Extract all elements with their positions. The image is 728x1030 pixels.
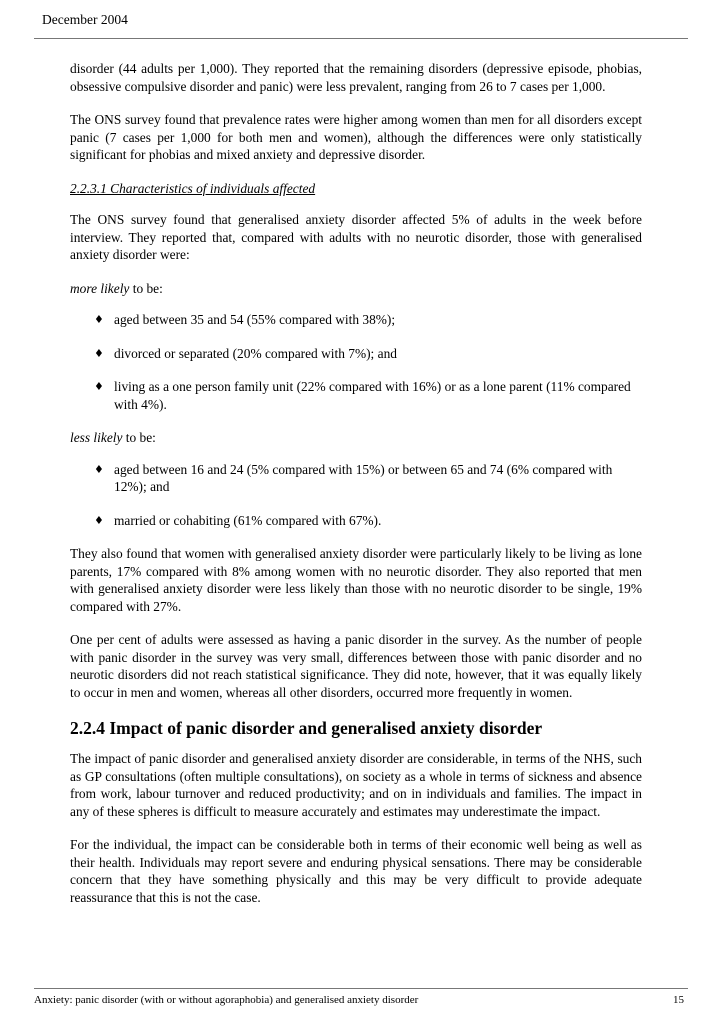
paragraph-prevalence-continued: disorder (44 adults per 1,000). They reported that the remaining disorders (depressive episode, phobias, obsessive compulsive disorder and panic) were less prevalent, ranging from 26 to 7 cases per 1,000.: [70, 61, 642, 94]
paragraph-impact-overview: The impact of panic disorder and generalised anxiety disorder are considerable, in terms of the NHS, such as GP consultations (often multiple consultations), on society as a whole in terms of sickness and absence from work, labour turnover and reduced productivity; and on in individuals and families. The impact in any of these spheres is difficult to measure accurately and estimates may underestimate the impact.: [70, 751, 642, 819]
paragraph-gad-prevalence: The ONS survey found that generalised anxiety disorder affected 5% of adults in the week before interview. They reported that, compared with adults with no neurotic disorder, those with generalised anxiety disorder were:: [70, 212, 642, 262]
footer-document-title: Anxiety: panic disorder (with or without agoraphobia) and generalised anxiety disorder: [34, 994, 419, 1006]
list-item: [70, 345, 642, 363]
list-item: [70, 461, 642, 496]
paragraph-gender-differences: The ONS survey found that prevalence rates were higher among women than men for all disorders except panic (7 cases per 1,000 for both men and women), although the differences were only statistically significant for phobias and mixed anxiety and depressive disorder.: [70, 112, 642, 162]
list-item-text: divorced or separated (20% compared with 7%); and: [114, 345, 397, 361]
page-body: [70, 60, 642, 922]
paragraph-impact-individual: For the individual, the impact can be considerable both in terms of their economic well being as well as their health. Individuals may report severe and enduring physical sensations. There may be considerable concern that they have something physically and this may be very difficult to provide adequate reassurance that this is not the case.: [70, 837, 642, 905]
list-item-text: married or cohabiting (61% compared with 67%).: [114, 512, 382, 528]
section-heading: 2.2.4 Impact of panic disorder and generalised anxiety disorder: [70, 718, 543, 738]
list-item-text: living as a one person family unit (22% compared with 16%) or as a lone parent (11% compared with 4%).: [114, 379, 631, 412]
page-header-date: December 2004: [42, 12, 128, 27]
header-divider: [34, 38, 688, 39]
footer-divider: [34, 988, 688, 989]
list-item-text: aged between 35 and 54 (55% compared with 38%);: [114, 312, 396, 327]
paragraph-panic-prevalence: One per cent of adults were assessed as having a panic disorder in the survey. As the number of people with panic disorder in the survey was very small, differences between those with panic disorder and no neurotic disorders did not reach statistical significance. They did note, however, that it was equally likely to occur in men and women, whereas all other disorders, occurred more frequently in women.: [70, 632, 642, 700]
list-item: [70, 378, 642, 413]
diamond-bullet-icon: ♦: [94, 380, 104, 393]
diamond-bullet-icon: ♦: [94, 313, 104, 326]
diamond-bullet-icon: ♦: [94, 462, 104, 476]
less-likely-list: [70, 461, 642, 530]
list-item: [70, 512, 642, 530]
less-likely-emphasis: less likely: [70, 430, 123, 445]
more-likely-list: [70, 311, 642, 413]
more-likely-suffix: to be:: [129, 280, 163, 296]
diamond-bullet-icon: ♦: [94, 346, 104, 360]
subsection-heading: 2.2.3.1 Characteristics of individuals affected: [70, 180, 316, 196]
list-item: [70, 311, 642, 329]
diamond-bullet-icon: ♦: [94, 513, 104, 527]
less-likely-label: [70, 429, 642, 447]
list-item-text: aged between 16 and 24 (5% compared with 15%) or between 65 and 74 (6% compared with 12%); and: [114, 461, 613, 494]
less-likely-suffix: to be:: [122, 430, 156, 445]
paragraph-gender-lone-parents: They also found that women with generalised anxiety disorder were particularly likely to be living as lone parents, 17% compared with 8% among women with no neurotic disorder. They also reported that men with generalised anxiety disorder were less likely than those with no neurotic disorder to be single, 19% compared with 27%.: [70, 546, 642, 614]
more-likely-label: [70, 280, 642, 298]
page-number: 15: [673, 994, 684, 1006]
more-likely-emphasis: more likely: [70, 280, 130, 296]
